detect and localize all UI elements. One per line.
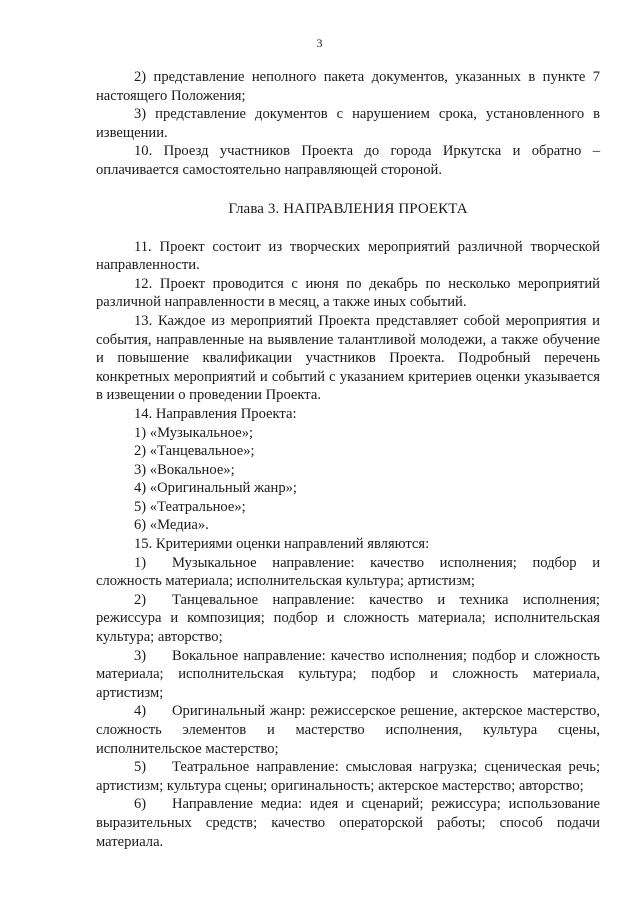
criteria-item [96,795,600,851]
list-item: 3) «Вокальное»; [134,461,235,478]
criteria-item [96,591,600,647]
paragraph: 2) представление неполного пакета документов, указанных в пункте 7 настоящего Положения; [96,69,600,104]
criteria-item [96,554,600,591]
criteria-number: 2) [134,591,147,608]
page-number: 3 [316,36,323,50]
criteria-number: 4) [134,703,147,720]
list-item: 1) «Музыкальное»; [134,424,254,441]
criteria-number: 3) [134,647,147,664]
criteria-number: 1) [134,554,147,571]
chapter-heading: Глава 3. НАПРАВЛЕНИЯ ПРОЕКТА [228,200,468,217]
criteria-text: Вокальное направление: качество исполнения; подбор и сложность материала; исполнительская культура; подбор и сложность материала, артистизм; [96,647,600,701]
criteria-item [96,758,600,795]
criteria-text: Направление медиа: идея и сценарий; режиссура; использование выразительных средств; качество операторской работы; способ подачи материала. [96,796,600,850]
list-item: 2) «Танцевальное»; [134,443,255,460]
list-item: 4) «Оригинальный жанр»; [134,480,297,497]
criteria-text: Музыкальное направление: качество исполнения; подбор и сложность материала; исполнительская культура; артистизм; [96,554,600,590]
paragraph: 14. Направления Проекта: [134,405,297,422]
page-content [96,68,600,851]
criteria-number: 5) [134,759,147,776]
paragraph: 10. Проезд участников Проекта до города Иркутска и обратно – оплачивается самостоятельно направляющей стороной. [96,143,600,178]
criteria-text: Танцевальное направление: качество и техника исполнения; режиссура и композиция; подбор и сложность материала; исполнительская культура; авторство; [96,591,600,646]
paragraph: 13. Каждое из мероприятий Проекта представляет собой мероприятия и события, направленные на выявление талантливой молодежи, а также обучение и повышение квалификации участников Проекта. Подробный перечень конкретных мероприятий и событий с указанием критериев оценки указывается в извещении о проведении Проекта. [96,312,600,404]
criteria-text: Оригинальный жанр: режиссерское решение, актерское мастерство, сложность элементов и мастерство исполнения, культура сцены, исполнительское мастерство; [96,703,600,757]
paragraph: 15. Критериями оценки направлений являются: [134,536,430,553]
criteria-item [96,647,600,703]
criteria-number: 6) [134,796,147,813]
paragraph: 3) представление документов с нарушением срока, установленного в извещении. [96,106,600,141]
criteria-text: Театральное направление: смысловая нагрузка; сценическая речь; артистизм; культура сцены; оригинальность; актерское мастерство; авторство; [96,759,600,794]
paragraph: 11. Проект состоит из творческих мероприятий различной творческой направленности. [96,238,600,274]
list-item: 6) «Медиа». [134,517,209,534]
paragraph: 12. Проект проводится с июня по декабрь по несколько мероприятий различной направленности в месяц, а также иных событий. [96,275,600,311]
criteria-item [96,702,600,758]
list-item: 5) «Театральное»; [134,498,246,515]
